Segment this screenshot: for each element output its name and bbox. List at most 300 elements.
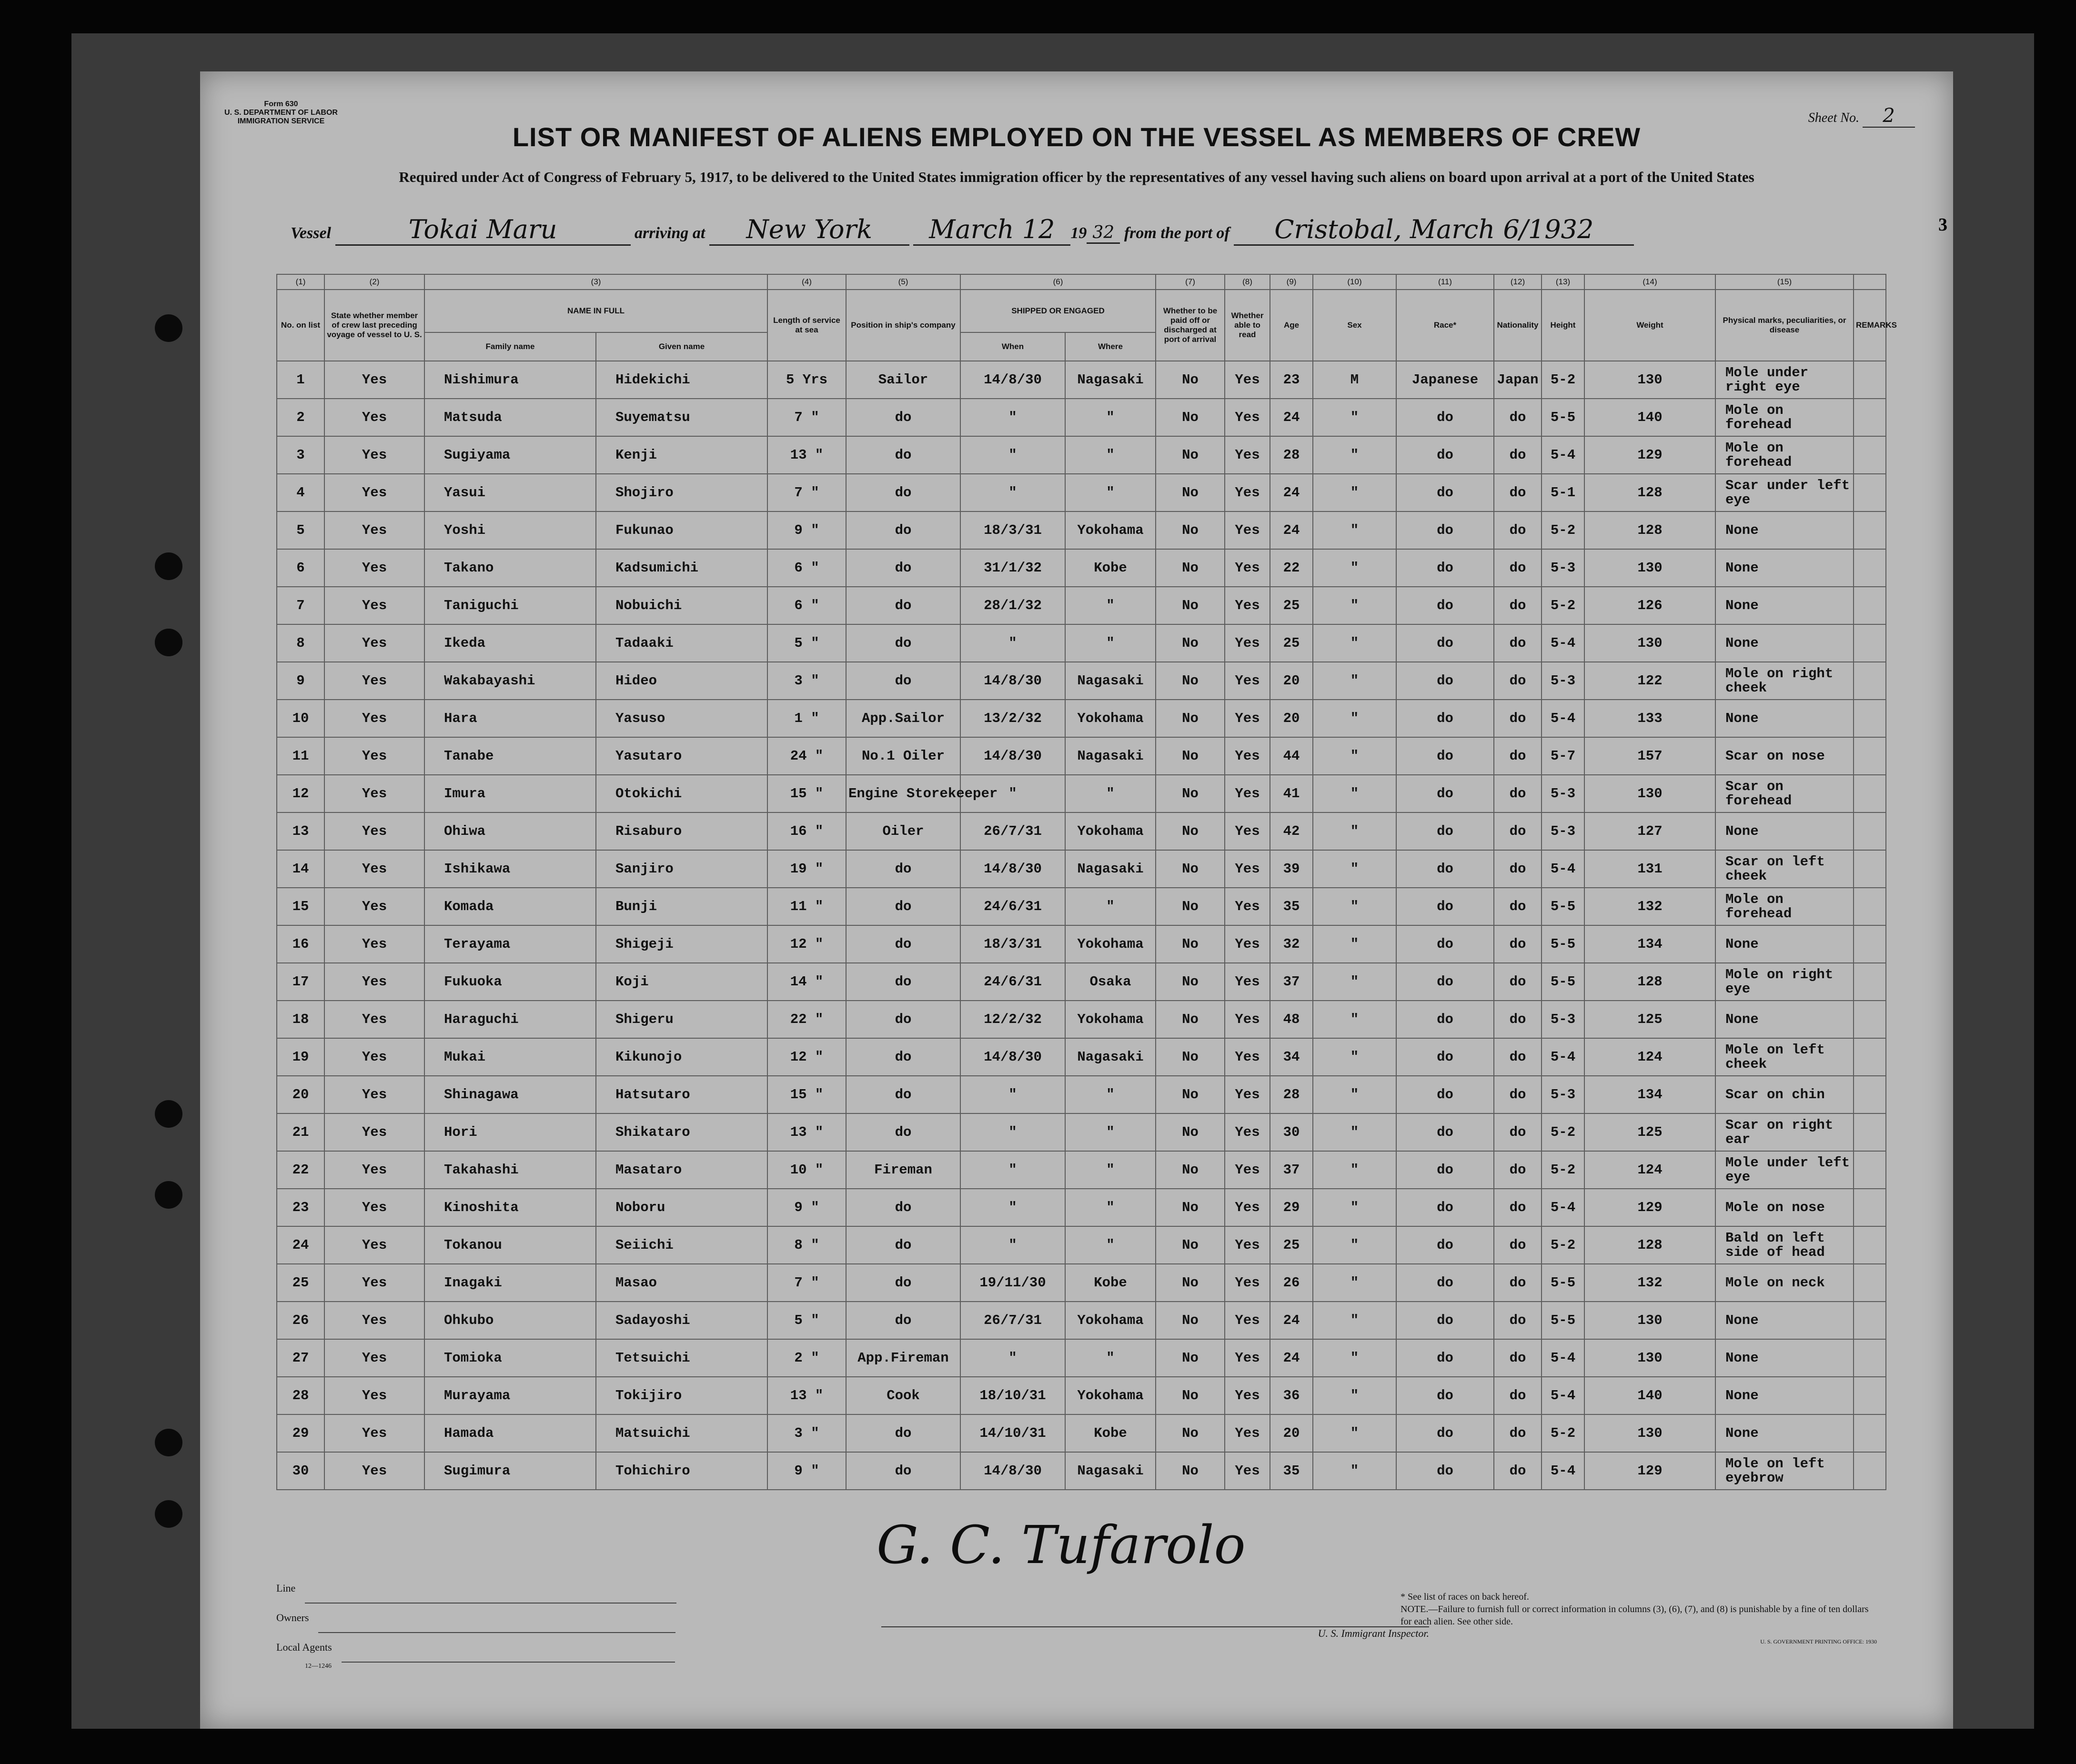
given-name-cell: Bunji (596, 888, 767, 925)
given-name-cell: Kenji (596, 436, 767, 474)
shipped-where-cell: " (1065, 775, 1156, 812)
sex-cell: " (1313, 474, 1396, 511)
age-cell: 44 (1270, 737, 1313, 775)
header-paid-off: Whether to be paid off or discharged at port of arrival (1156, 290, 1225, 361)
agents-field (276, 1633, 676, 1670)
footnotes (1401, 1591, 1877, 1628)
position-cell: Cook (846, 1377, 960, 1414)
col-num: (7) (1156, 274, 1225, 290)
row-number-cell: 5 (277, 511, 324, 549)
owners-label: Owners (276, 1612, 309, 1624)
remarks-cell (1854, 1339, 1886, 1377)
given-name-cell: Tadaaki (596, 624, 767, 662)
race-cell: do (1396, 737, 1494, 775)
col-num: (4) (767, 274, 846, 290)
table-row (277, 850, 1886, 888)
member-status-cell: Yes (324, 361, 424, 399)
service-length-cell: 15 " (767, 775, 846, 812)
paid-off-cell: No (1156, 775, 1225, 812)
age-cell: 32 (1270, 925, 1313, 963)
age-cell: 35 (1270, 1452, 1313, 1490)
year-prefix: 19 (1070, 224, 1087, 242)
printer-imprint: U. S. GOVERNMENT PRINTING OFFICE: 1930 (1760, 1638, 1877, 1645)
shipped-when-cell: 26/7/31 (960, 812, 1065, 850)
remarks-cell (1854, 624, 1886, 662)
from-label: from the port of (1124, 224, 1230, 242)
sex-cell: " (1313, 1414, 1396, 1452)
nationality-cell: do (1494, 549, 1542, 587)
paid-off-cell: No (1156, 737, 1225, 775)
height-cell: 5-2 (1542, 1151, 1584, 1189)
col-num: (5) (846, 274, 960, 290)
shipped-when-cell: 31/1/32 (960, 549, 1065, 587)
race-cell: do (1396, 700, 1494, 737)
position-cell: do (846, 888, 960, 925)
weight-cell: 127 (1584, 812, 1715, 850)
remarks-cell (1854, 1189, 1886, 1226)
shipped-when-cell: 14/8/30 (960, 850, 1065, 888)
table-row (277, 1302, 1886, 1339)
sex-cell: " (1313, 963, 1396, 1001)
header-member: State whether member of crew last preceding voyage of vessel to U. S. (324, 290, 424, 361)
family-name-cell: Ikeda (424, 624, 596, 662)
age-cell: 24 (1270, 1302, 1313, 1339)
row-number-cell: 16 (277, 925, 324, 963)
row-number-cell: 3 (277, 436, 324, 474)
remarks-cell (1854, 925, 1886, 963)
given-name-cell: Sadayoshi (596, 1302, 767, 1339)
shipped-where-cell: Osaka (1065, 963, 1156, 1001)
member-status-cell: Yes (324, 1226, 424, 1264)
remarks-cell (1854, 361, 1886, 399)
member-status-cell: Yes (324, 1452, 424, 1490)
binder-hole (155, 1500, 182, 1528)
header-read: Whether able to read (1225, 290, 1270, 361)
table-row (277, 436, 1886, 474)
header-name: NAME IN FULL (424, 290, 767, 332)
nationality-cell: do (1494, 1151, 1542, 1189)
nationality-cell: do (1494, 587, 1542, 624)
row-number-cell: 24 (277, 1226, 324, 1264)
row-number-cell: 20 (277, 1076, 324, 1113)
sex-cell: " (1313, 737, 1396, 775)
physical-marks-cell: None (1715, 925, 1854, 963)
age-cell: 39 (1270, 850, 1313, 888)
race-cell: do (1396, 850, 1494, 888)
height-cell: 5-4 (1542, 1377, 1584, 1414)
sex-cell: " (1313, 1038, 1396, 1076)
member-status-cell: Yes (324, 1339, 424, 1377)
remarks-cell (1854, 474, 1886, 511)
member-status-cell: Yes (324, 1302, 424, 1339)
service-length-cell: 3 " (767, 1414, 846, 1452)
col-num: (13) (1542, 274, 1584, 290)
col-num: (10) (1313, 274, 1396, 290)
row-number-cell: 1 (277, 361, 324, 399)
height-cell: 5-3 (1542, 812, 1584, 850)
given-name-cell: Tokijiro (596, 1377, 767, 1414)
height-cell: 5-2 (1542, 1113, 1584, 1151)
height-cell: 5-4 (1542, 700, 1584, 737)
inspector-label: U. S. Immigrant Inspector. (881, 1626, 1429, 1640)
nationality-cell: do (1494, 436, 1542, 474)
sex-cell: " (1313, 1377, 1396, 1414)
able-to-read-cell: Yes (1225, 888, 1270, 925)
header-race: Race* (1396, 290, 1494, 361)
weight-cell: 126 (1584, 587, 1715, 624)
nationality-cell: do (1494, 511, 1542, 549)
nationality-cell: do (1494, 1302, 1542, 1339)
able-to-read-cell: Yes (1225, 399, 1270, 436)
age-cell: 48 (1270, 1001, 1313, 1038)
position-cell: do (846, 1452, 960, 1490)
header-position: Position in ship's company (846, 290, 960, 361)
nationality-cell: do (1494, 1377, 1542, 1414)
physical-marks-cell: None (1715, 1414, 1854, 1452)
paid-off-cell: No (1156, 1452, 1225, 1490)
member-status-cell: Yes (324, 1113, 424, 1151)
age-cell: 24 (1270, 1339, 1313, 1377)
row-number-cell: 4 (277, 474, 324, 511)
paid-off-cell: No (1156, 1113, 1225, 1151)
service-length-cell: 13 " (767, 436, 846, 474)
row-number-cell: 7 (277, 587, 324, 624)
physical-marks-cell: Mole on forehead (1715, 436, 1854, 474)
table-row (277, 1339, 1886, 1377)
remarks-cell (1854, 1076, 1886, 1113)
nationality-cell: do (1494, 812, 1542, 850)
shipped-when-cell: 18/3/31 (960, 511, 1065, 549)
able-to-read-cell: Yes (1225, 624, 1270, 662)
remarks-cell (1854, 1038, 1886, 1076)
binder-hole (155, 1100, 182, 1128)
physical-marks-cell: Scar on left cheek (1715, 850, 1854, 888)
row-number-cell: 10 (277, 700, 324, 737)
race-cell: do (1396, 662, 1494, 700)
shipped-where-cell: Kobe (1065, 549, 1156, 587)
row-number-cell: 9 (277, 662, 324, 700)
table-row (277, 1377, 1886, 1414)
row-number-cell: 15 (277, 888, 324, 925)
height-cell: 5-2 (1542, 511, 1584, 549)
shipped-when-cell: " (960, 1226, 1065, 1264)
service-length-cell: 2 " (767, 1339, 846, 1377)
row-number-cell: 30 (277, 1452, 324, 1490)
race-cell: do (1396, 1414, 1494, 1452)
table-row (277, 1189, 1886, 1226)
weight-cell: 130 (1584, 1302, 1715, 1339)
shipped-where-cell: Yokohama (1065, 1302, 1156, 1339)
shipped-when-cell: 14/10/31 (960, 1414, 1065, 1452)
physical-marks-cell: Mole on left eyebrow (1715, 1452, 1854, 1490)
able-to-read-cell: Yes (1225, 1226, 1270, 1264)
height-cell: 5-3 (1542, 775, 1584, 812)
row-number-cell: 27 (277, 1339, 324, 1377)
owners-blank (318, 1604, 675, 1633)
height-cell: 5-3 (1542, 549, 1584, 587)
table-row (277, 662, 1886, 700)
service-length-cell: 9 " (767, 1189, 846, 1226)
remarks-cell (1854, 1302, 1886, 1339)
able-to-read-cell: Yes (1225, 1151, 1270, 1189)
sex-cell: " (1313, 436, 1396, 474)
row-number-cell: 6 (277, 549, 324, 587)
physical-marks-cell: None (1715, 549, 1854, 587)
shipped-where-cell: Yokohama (1065, 812, 1156, 850)
height-cell: 5-4 (1542, 1038, 1584, 1076)
table-row (277, 1452, 1886, 1490)
race-cell: do (1396, 888, 1494, 925)
weight-cell: 132 (1584, 1264, 1715, 1302)
member-status-cell: Yes (324, 700, 424, 737)
weight-cell: 130 (1584, 549, 1715, 587)
physical-marks-cell: None (1715, 1377, 1854, 1414)
weight-cell: 133 (1584, 700, 1715, 737)
given-name-cell: Yasutaro (596, 737, 767, 775)
race-cell: do (1396, 399, 1494, 436)
races-note: * See list of races on back hereof. (1401, 1592, 1529, 1602)
weight-cell: 128 (1584, 474, 1715, 511)
remarks-cell (1854, 1264, 1886, 1302)
weight-cell: 132 (1584, 888, 1715, 925)
col-num: (2) (324, 274, 424, 290)
weight-cell: 134 (1584, 925, 1715, 963)
remarks-cell (1854, 737, 1886, 775)
shipped-where-cell: Yokohama (1065, 511, 1156, 549)
physical-marks-cell: None (1715, 624, 1854, 662)
table-row (277, 624, 1886, 662)
age-cell: 20 (1270, 1414, 1313, 1452)
sex-cell: " (1313, 1113, 1396, 1151)
service-length-cell: 6 " (767, 549, 846, 587)
race-cell: do (1396, 511, 1494, 549)
given-name-cell: Shigeru (596, 1001, 767, 1038)
remarks-cell (1854, 700, 1886, 737)
shipped-when-cell: 14/8/30 (960, 1452, 1065, 1490)
race-cell: do (1396, 1452, 1494, 1490)
paid-off-cell: No (1156, 624, 1225, 662)
row-number-cell: 21 (277, 1113, 324, 1151)
member-status-cell: Yes (324, 963, 424, 1001)
row-number-cell: 18 (277, 1001, 324, 1038)
line-label: Line (276, 1582, 296, 1594)
age-cell: 28 (1270, 1076, 1313, 1113)
weight-cell: 125 (1584, 1001, 1715, 1038)
table-row (277, 700, 1886, 737)
agents-blank (342, 1633, 675, 1663)
age-cell: 25 (1270, 587, 1313, 624)
family-name-cell: Takano (424, 549, 596, 587)
position-cell: do (846, 474, 960, 511)
member-status-cell: Yes (324, 662, 424, 700)
given-name-cell: Shikataro (596, 1113, 767, 1151)
service-length-cell: 9 " (767, 511, 846, 549)
remarks-cell (1854, 812, 1886, 850)
given-name-cell: Hidekichi (596, 361, 767, 399)
position-cell: Sailor (846, 361, 960, 399)
remarks-cell (1854, 1001, 1886, 1038)
service-length-cell: 15 " (767, 1076, 846, 1113)
remarks-cell (1854, 662, 1886, 700)
able-to-read-cell: Yes (1225, 1001, 1270, 1038)
age-cell: 36 (1270, 1377, 1313, 1414)
header-when: When (960, 332, 1065, 361)
shipped-where-cell: Nagasaki (1065, 737, 1156, 775)
weight-cell: 124 (1584, 1038, 1715, 1076)
age-cell: 37 (1270, 963, 1313, 1001)
paid-off-cell: No (1156, 700, 1225, 737)
shipped-where-cell: " (1065, 1113, 1156, 1151)
able-to-read-cell: Yes (1225, 1302, 1270, 1339)
physical-marks-cell: Mole on forehead (1715, 399, 1854, 436)
inspector-signature: G. C. Tufarolo (877, 1514, 1246, 1575)
family-name-cell: Kinoshita (424, 1189, 596, 1226)
able-to-read-cell: Yes (1225, 1113, 1270, 1151)
nationality-cell: do (1494, 737, 1542, 775)
nationality-cell: do (1494, 1076, 1542, 1113)
remarks-cell (1854, 888, 1886, 925)
shipped-when-cell: 18/3/31 (960, 925, 1065, 963)
position-cell: do (846, 624, 960, 662)
physical-marks-cell: None (1715, 587, 1854, 624)
shipped-where-cell: " (1065, 474, 1156, 511)
weight-cell: 130 (1584, 361, 1715, 399)
age-cell: 24 (1270, 511, 1313, 549)
member-status-cell: Yes (324, 812, 424, 850)
table-row (277, 511, 1886, 549)
family-name-cell: Matsuda (424, 399, 596, 436)
race-cell: do (1396, 549, 1494, 587)
service-length-cell: 11 " (767, 888, 846, 925)
weight-cell: 131 (1584, 850, 1715, 888)
binder-hole (155, 1429, 182, 1456)
position-cell: do (846, 1189, 960, 1226)
col-num: (9) (1270, 274, 1313, 290)
row-number-cell: 17 (277, 963, 324, 1001)
paid-off-cell: No (1156, 1001, 1225, 1038)
able-to-read-cell: Yes (1225, 1264, 1270, 1302)
physical-marks-cell: Mole on neck (1715, 1264, 1854, 1302)
shipped-where-cell: Nagasaki (1065, 1038, 1156, 1076)
remarks-cell (1854, 1151, 1886, 1189)
nationality-cell: do (1494, 1264, 1542, 1302)
shipped-where-cell: Kobe (1065, 1264, 1156, 1302)
row-number-cell: 19 (277, 1038, 324, 1076)
sex-cell: " (1313, 700, 1396, 737)
sex-cell: " (1313, 1452, 1396, 1490)
position-cell: do (846, 1264, 960, 1302)
weight-cell: 129 (1584, 436, 1715, 474)
shipped-where-cell: " (1065, 1339, 1156, 1377)
member-status-cell: Yes (324, 1264, 424, 1302)
paid-off-cell: No (1156, 1339, 1225, 1377)
height-cell: 5-5 (1542, 925, 1584, 963)
position-cell: App.Fireman (846, 1339, 960, 1377)
nationality-cell: do (1494, 1038, 1542, 1076)
shipped-when-cell: 14/8/30 (960, 1038, 1065, 1076)
given-name-cell: Yasuso (596, 700, 767, 737)
sex-cell: " (1313, 1264, 1396, 1302)
member-status-cell: Yes (324, 1038, 424, 1076)
service-length-cell: 19 " (767, 850, 846, 888)
table-row (277, 963, 1886, 1001)
weight-cell: 157 (1584, 737, 1715, 775)
race-cell: do (1396, 812, 1494, 850)
race-cell: Japanese (1396, 361, 1494, 399)
race-cell: do (1396, 1264, 1494, 1302)
row-number-cell: 8 (277, 624, 324, 662)
paid-off-cell: No (1156, 1264, 1225, 1302)
position-cell: do (846, 511, 960, 549)
physical-marks-cell: Bald on left side of head (1715, 1226, 1854, 1264)
position-cell: do (846, 1414, 960, 1452)
age-cell: 26 (1270, 1264, 1313, 1302)
member-status-cell: Yes (324, 549, 424, 587)
member-status-cell: Yes (324, 775, 424, 812)
weight-cell: 128 (1584, 963, 1715, 1001)
header-height: Height (1542, 290, 1584, 361)
height-cell: 5-2 (1542, 361, 1584, 399)
family-name-cell: Hori (424, 1113, 596, 1151)
service-length-cell: 3 " (767, 662, 846, 700)
shipped-where-cell: Kobe (1065, 1414, 1156, 1452)
shipped-where-cell: " (1065, 888, 1156, 925)
row-number-cell: 28 (277, 1377, 324, 1414)
weight-cell: 130 (1584, 624, 1715, 662)
footer-fields (276, 1574, 676, 1670)
member-status-cell: Yes (324, 888, 424, 925)
height-cell: 5-1 (1542, 474, 1584, 511)
paid-off-cell: No (1156, 662, 1225, 700)
member-status-cell: Yes (324, 474, 424, 511)
family-name-cell: Yoshi (424, 511, 596, 549)
col-num: (15) (1715, 274, 1854, 290)
service-length-cell: 5 Yrs (767, 361, 846, 399)
shipped-when-cell: " (960, 399, 1065, 436)
remarks-cell (1854, 850, 1886, 888)
race-cell: do (1396, 624, 1494, 662)
nationality-cell: do (1494, 888, 1542, 925)
weight-cell: 130 (1584, 1339, 1715, 1377)
paid-off-cell: No (1156, 925, 1225, 963)
row-number-cell: 29 (277, 1414, 324, 1452)
paid-off-cell: No (1156, 1226, 1225, 1264)
table-row (277, 737, 1886, 775)
height-cell: 5-4 (1542, 850, 1584, 888)
race-cell: do (1396, 1189, 1494, 1226)
given-name-cell: Masataro (596, 1151, 767, 1189)
shipped-when-cell: 24/6/31 (960, 888, 1065, 925)
nationality-cell: do (1494, 662, 1542, 700)
family-name-cell: Taniguchi (424, 587, 596, 624)
able-to-read-cell: Yes (1225, 812, 1270, 850)
able-to-read-cell: Yes (1225, 1452, 1270, 1490)
able-to-read-cell: Yes (1225, 511, 1270, 549)
race-cell: do (1396, 775, 1494, 812)
family-name-cell: Yasui (424, 474, 596, 511)
physical-marks-cell: Mole under left eye (1715, 1151, 1854, 1189)
remarks-cell (1854, 963, 1886, 1001)
position-cell: Engine Storekeeper (846, 775, 960, 812)
able-to-read-cell: Yes (1225, 1414, 1270, 1452)
col-num (1854, 274, 1886, 290)
age-cell: 20 (1270, 662, 1313, 700)
race-cell: do (1396, 1038, 1494, 1076)
row-number-cell: 22 (277, 1151, 324, 1189)
physical-marks-cell: Scar under left eye (1715, 474, 1854, 511)
family-name-cell: Takahashi (424, 1151, 596, 1189)
service-length-cell: 6 " (767, 587, 846, 624)
